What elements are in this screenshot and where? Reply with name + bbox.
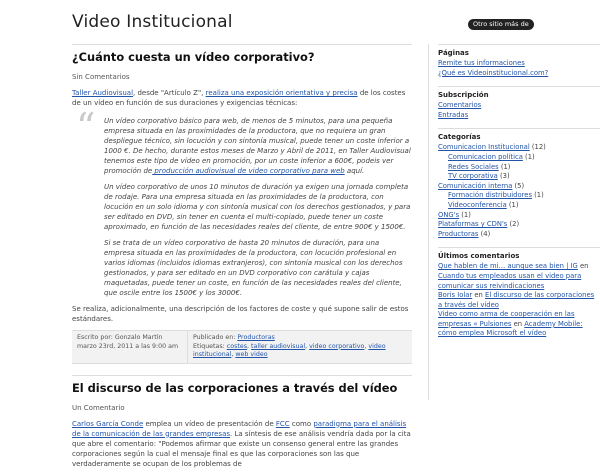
comment-post-link[interactable]: Academy Mobile: cómo emplea Microsoft el vídeo bbox=[438, 319, 583, 338]
category-link[interactable]: Comunicacion Institucional bbox=[438, 143, 530, 152]
category-count: (1) bbox=[459, 210, 471, 219]
tagline-badge: Otro sitio más de bbox=[468, 19, 534, 30]
author-link[interactable]: Carlos García Conde bbox=[72, 419, 144, 428]
promo-link[interactable]: producción audiovisual de video corporativo para web bbox=[152, 167, 345, 175]
site-header bbox=[0, 0, 600, 44]
comment-author-link[interactable]: Que hablen de mi… aunque sea bien | IG bbox=[438, 262, 578, 271]
post-text: como bbox=[289, 419, 314, 428]
post-text: emplea un vídeo de presentación de bbox=[143, 419, 276, 428]
recent-comment bbox=[438, 262, 600, 291]
sidebar-heading: Categorías bbox=[438, 133, 481, 142]
main-content bbox=[72, 44, 412, 475]
meta-date: marzo 23rd, 2011 a las 9:00 am bbox=[77, 342, 179, 350]
category-link[interactable]: Plataformas y CDN's bbox=[438, 220, 508, 229]
post-title[interactable]: El discurso de las corporaciones a través del vídeo bbox=[72, 380, 398, 395]
post bbox=[72, 375, 412, 469]
category-count: (4) bbox=[478, 229, 491, 238]
tag-link[interactable]: costes bbox=[226, 342, 248, 350]
post-meta bbox=[72, 330, 412, 364]
meta-taxonomy: Publicado en: Productoras Etiquetas: costes, taller audiovisual, video corporativo, video institucional, web video bbox=[193, 334, 386, 358]
sidebar bbox=[428, 44, 600, 400]
category-count: (1) bbox=[522, 152, 535, 161]
comment-author-link[interactable]: Boris Iolar bbox=[438, 291, 473, 300]
comment-post-link[interactable]: Cuando tus empleados usan el video para comunicar sus reivindicaciones bbox=[438, 271, 582, 290]
comment-post-link[interactable]: El discurso de las corporaciones a través del vídeo bbox=[438, 291, 595, 309]
recent-comment bbox=[438, 310, 600, 339]
quote-paragraph: Si se trata de un vídeo corporativo de hasta 20 minutos de duración, para una empresa situada en las proximidades de la productora, con locución profesional en varios idiomas (incluidos idiomas extranjeros), con sintonía musical con los derechos gestionados, y para ser editado en un DVD corporativo con carátula y cajas maquetadas, puede tener un coste, en función de las necesidades reales del cliente, que oscile entre los 1500€ y los 3000€. bbox=[104, 239, 403, 297]
meta-author-date bbox=[72, 331, 188, 363]
page-link[interactable]: ¿Qué es Videoinstitucional.com? bbox=[438, 68, 549, 77]
category-count: (3) bbox=[497, 172, 510, 181]
quote-text: aquí. bbox=[344, 167, 365, 175]
meta-author: Escrito por: Gonzalo Martín bbox=[77, 334, 163, 341]
intro-link-exposicion[interactable]: realiza una exposición orientativa y precisa bbox=[205, 89, 358, 97]
sidebar-recent-comments bbox=[438, 247, 600, 339]
category-count: (1) bbox=[506, 200, 519, 209]
category-count: (12) bbox=[529, 143, 546, 152]
comment-on: en bbox=[511, 319, 525, 328]
intro-text: , desde "Artículo Z", bbox=[133, 89, 206, 97]
sidebar-subscription bbox=[438, 86, 600, 120]
feed-link-entries[interactable]: Entradas bbox=[438, 110, 469, 119]
sidebar-heading: Subscripción bbox=[438, 91, 489, 100]
post-closing: Se realiza, adicionalmente, una descripción de los factores de coste y qué supone salir de estos estándares. bbox=[72, 305, 409, 323]
feed-link-comments[interactable]: Comentarios bbox=[438, 101, 482, 110]
post bbox=[72, 44, 412, 364]
page-link[interactable]: Remite tus informaciones bbox=[438, 59, 525, 67]
category-link[interactable]: ONG's bbox=[438, 210, 460, 219]
category-count: (1) bbox=[531, 191, 544, 200]
sidebar-categories bbox=[438, 128, 600, 239]
category-count: (2) bbox=[507, 220, 520, 229]
comments-count[interactable]: Sin Comentarios bbox=[72, 73, 130, 81]
comment-on: en bbox=[472, 291, 486, 300]
fcc-link[interactable]: FCC bbox=[275, 419, 290, 428]
quote-mark-icon: “ bbox=[76, 105, 96, 149]
category-link[interactable]: TV corporativa bbox=[448, 172, 498, 181]
tag-link[interactable]: video corporativo bbox=[309, 342, 365, 350]
post-intro bbox=[72, 88, 412, 108]
meta-tags-label: Etiquetas: bbox=[193, 342, 227, 350]
comment-on: en bbox=[577, 262, 589, 271]
meta-category-link[interactable]: Productoras bbox=[237, 334, 275, 341]
tag-link[interactable]: video institucional bbox=[193, 342, 386, 358]
category-count: (5) bbox=[512, 181, 525, 190]
sidebar-pages bbox=[438, 44, 600, 78]
blockquote bbox=[72, 105, 412, 298]
category-link[interactable]: Comunicación interna bbox=[438, 181, 513, 190]
intro-text: de los costes de un vídeo en función de sus duraciones y exigencias técnicas: bbox=[72, 89, 406, 107]
post-paragraph bbox=[72, 419, 412, 469]
post-title[interactable]: ¿Cuánto cuesta un vídeo corporativo? bbox=[72, 50, 315, 64]
tag-link[interactable]: web video bbox=[235, 351, 268, 358]
site-title[interactable]: Video Institucional bbox=[72, 12, 233, 32]
category-link[interactable]: Videoconferencia bbox=[448, 200, 507, 209]
category-link[interactable]: Productoras bbox=[438, 229, 479, 238]
comment-author-link[interactable]: Video como arma de cooperación en las empresas « Pulsiones bbox=[438, 310, 575, 328]
sidebar-heading: Páginas bbox=[438, 49, 469, 57]
recent-comment bbox=[438, 291, 600, 310]
category-link[interactable]: Formación distribuidores bbox=[448, 191, 532, 200]
meta-published-label: Publicado en: bbox=[193, 334, 238, 341]
tag-link[interactable]: taller audiovisual bbox=[251, 342, 306, 350]
sidebar-heading: Últimos comentarios bbox=[438, 252, 520, 261]
intro-link-taller[interactable]: Taller Audiovisual bbox=[72, 89, 134, 97]
category-link[interactable]: Comunicacion política bbox=[448, 152, 523, 161]
category-link[interactable]: Redes Sociales bbox=[448, 162, 499, 171]
quote-text: Un vídeo corporativo básico para web, de menos de 5 minutos, para una pequeña empresa situada en las proximidades de la productora, que no requiera un gran despliegue técnico, sin locución y con sintonía musical, puede tener un coste inferior a 1000 €. De hecho, durante estos meses de Marzo y Abril de 2011, en Taller Audiovisual tenemos este tipo de vídeo en promoción, por un coste inferior a 600€, podeis ver promoción de bbox=[104, 117, 411, 175]
comments-count[interactable]: Un Comentario bbox=[72, 403, 125, 412]
post-text: . La síntesis de ese análisis vendría dada por la cita que abre el comentario: "Podemos afirmar que existe un consenso general entre las grandes corporaciones según la cual el mensaje final es que las corporaciones son las que verdaderamente se ocupan de los problemas de bbox=[72, 429, 411, 468]
quote-paragraph: Un vídeo corporativo de unos 10 minutos de duración ya exigen una jornada completa de rodaje. Para una empresa situada en las proximidades de la productora, con locución en un solo idioma y con sintonía musical con los derechos gestionados, y para ser editado en DVD, sin tener en cuenta el multi-copiado, puede tener un coste aproximado, en función de las necesidades reales del cliente, de entre 900€ y 1500€. bbox=[104, 183, 411, 231]
quote-paragraph bbox=[104, 116, 412, 176]
paradigm-link[interactable]: paradigma para el análisis de la comunicación de las grandes empresas bbox=[72, 419, 407, 438]
category-count: (1) bbox=[498, 162, 511, 171]
